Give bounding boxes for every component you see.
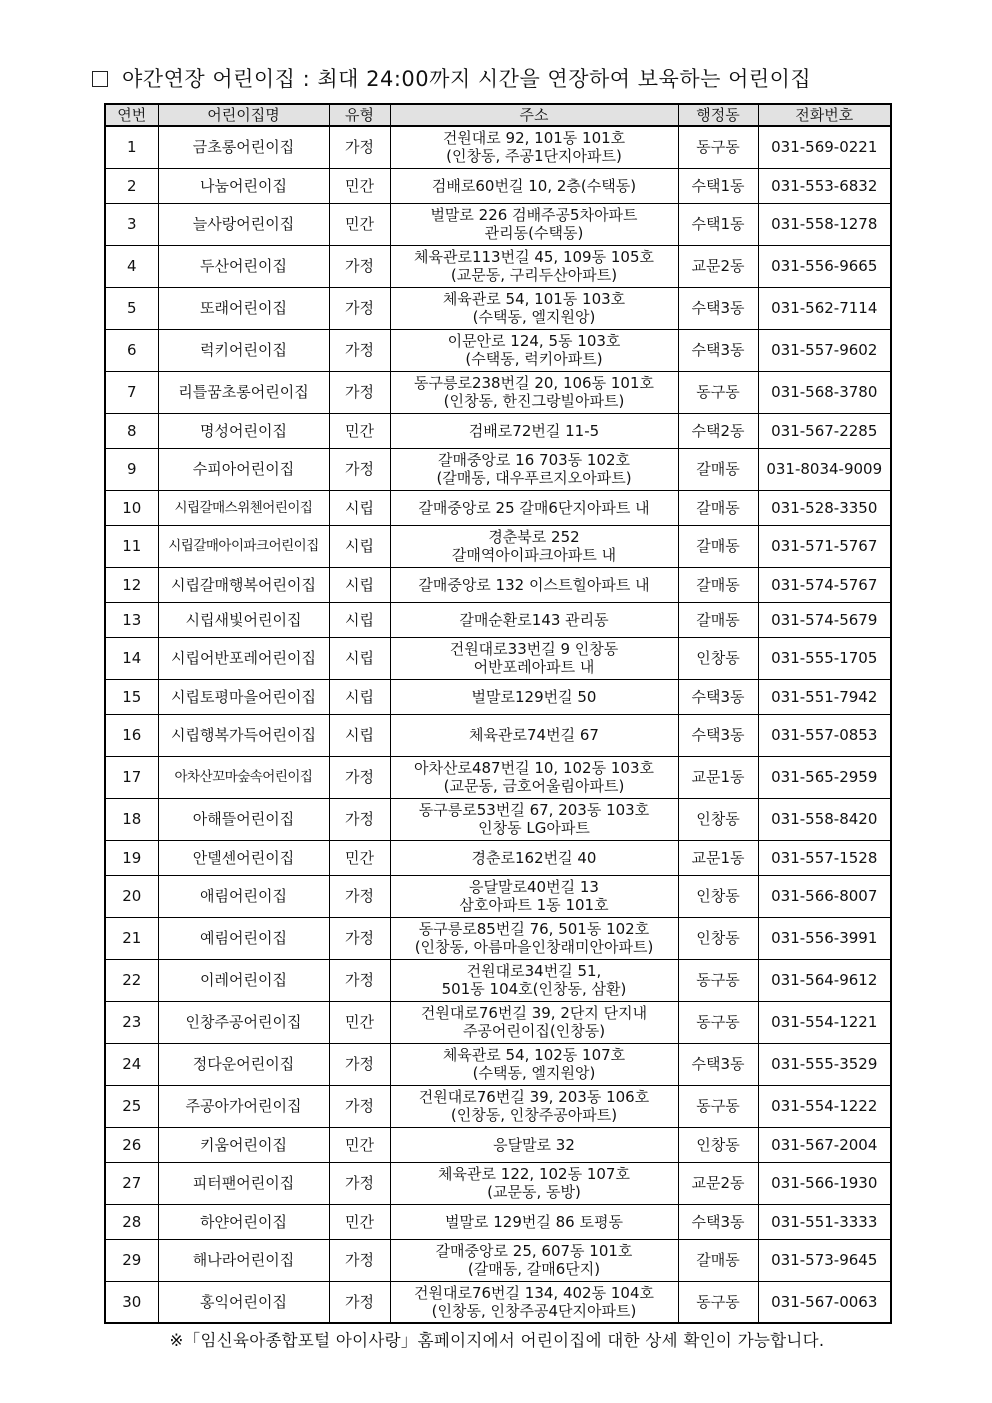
cell-no: 13 (105, 602, 158, 637)
cell-type: 가정 (329, 371, 390, 413)
cell-name: 시립새빛어린이집 (158, 602, 329, 637)
cell-type: 시립 (329, 714, 390, 756)
cell-phone: 031-556-3991 (758, 917, 891, 959)
cell-name: 안델센어린이집 (158, 840, 329, 875)
cell-phone: 031-555-3529 (758, 1043, 891, 1085)
cell-name: 하얀어린이집 (158, 1204, 329, 1239)
cell-type: 가정 (329, 756, 390, 798)
cell-dong: 수택3동 (678, 714, 758, 756)
cell-name: 시립토평마을어린이집 (158, 679, 329, 714)
cell-type: 민간 (329, 1001, 390, 1043)
cell-address (390, 567, 678, 602)
cell-address (390, 714, 678, 756)
header-phone: 전화번호 (758, 104, 891, 126)
cell-type: 민간 (329, 413, 390, 448)
cell-address (390, 126, 678, 168)
table-row (105, 798, 891, 840)
cell-dong: 인창동 (678, 637, 758, 679)
cell-dong: 교문1동 (678, 756, 758, 798)
cell-no: 26 (105, 1127, 158, 1162)
cell-type: 가정 (329, 287, 390, 329)
cell-dong: 갈매동 (678, 525, 758, 567)
cell-no: 30 (105, 1281, 158, 1323)
cell-no: 1 (105, 126, 158, 168)
cell-no: 23 (105, 1001, 158, 1043)
table-header-row (105, 104, 891, 126)
cell-type: 가정 (329, 798, 390, 840)
table-row (105, 1043, 891, 1085)
cell-address (390, 329, 678, 371)
cell-dong: 수택3동 (678, 287, 758, 329)
cell-dong: 갈매동 (678, 1239, 758, 1281)
address-line: (인창동, 인창주공4단지아파트) (431, 1301, 637, 1320)
cell-address (390, 1239, 678, 1281)
address-line: (교문동, 금호어울림아파트) (443, 777, 625, 795)
table-row (105, 245, 891, 287)
cell-address (390, 1162, 678, 1204)
cell-no: 2 (105, 168, 158, 203)
cell-no: 12 (105, 567, 158, 602)
cell-dong: 수택3동 (678, 1204, 758, 1239)
cell-name: 아해뜰어린이집 (158, 798, 329, 840)
table-row (105, 525, 891, 567)
address-line: 주공어린이집(인창동) (462, 1022, 606, 1040)
cell-phone: 031-558-8420 (758, 798, 891, 840)
address-line: 갈매역아이파크아파트 내 (451, 546, 617, 564)
cell-type: 민간 (329, 203, 390, 245)
cell-address (390, 1001, 678, 1043)
cell-phone: 031-573-9645 (758, 1239, 891, 1281)
cell-type: 가정 (329, 1085, 390, 1127)
address-line: 체육관로 54, 101동 103호 (442, 290, 626, 308)
cell-phone: 031-574-5679 (758, 602, 891, 637)
cell-type: 시립 (329, 567, 390, 602)
address-line: 체육관로 54, 102동 107호 (442, 1046, 626, 1064)
cell-dong: 동구동 (678, 126, 758, 168)
cell-name: 나눔어린이집 (158, 168, 329, 203)
table-row (105, 1204, 891, 1239)
cell-name: 시립행복가득어린이집 (158, 714, 329, 756)
cell-phone: 031-557-1528 (758, 840, 891, 875)
cell-dong: 갈매동 (678, 567, 758, 602)
cell-name: 럭키어린이집 (158, 329, 329, 371)
cell-no: 15 (105, 679, 158, 714)
cell-name: 이레어린이집 (158, 959, 329, 1001)
address-line: (수택동, 엘지원앙) (472, 308, 596, 326)
cell-no: 10 (105, 490, 158, 525)
cell-name: 아차산꼬마숲속어린이집 (158, 756, 329, 798)
cell-phone: 031-566-8007 (758, 875, 891, 917)
header-name: 어린이집명 (158, 104, 329, 126)
cell-dong: 인창동 (678, 1127, 758, 1162)
cell-name: 애림어린이집 (158, 875, 329, 917)
cell-dong: 수택3동 (678, 679, 758, 714)
cell-address (390, 490, 678, 525)
address-line: (갈매동, 갈매6단지) (467, 1260, 601, 1278)
table-row (105, 840, 891, 875)
cell-type: 가정 (329, 329, 390, 371)
cell-type: 가정 (329, 1043, 390, 1085)
cell-address (390, 756, 678, 798)
table-row (105, 875, 891, 917)
cell-no: 16 (105, 714, 158, 756)
address-line: 501동 104호(인창동, 삼환) (441, 980, 627, 998)
cell-no: 8 (105, 413, 158, 448)
address-line: 동구릉로85번길 76, 501동 102호 (418, 920, 650, 938)
address-line: 건원대로76번길 39, 203동 106호 (418, 1088, 650, 1106)
cell-phone: 031-562-7114 (758, 287, 891, 329)
table-row (105, 1001, 891, 1043)
cell-name: 시립갈매행복어린이집 (158, 567, 329, 602)
cell-address (390, 679, 678, 714)
cell-no: 4 (105, 245, 158, 287)
table-row (105, 917, 891, 959)
cell-type: 시립 (329, 490, 390, 525)
cell-name: 주공아가어린이집 (158, 1085, 329, 1127)
header-dong: 행정동 (678, 104, 758, 126)
cell-type: 시립 (329, 679, 390, 714)
cell-phone: 031-571-5767 (758, 525, 891, 567)
daycare-table (104, 103, 892, 1324)
cell-name: 인창주공어린이집 (158, 1001, 329, 1043)
address-line: 검배로60번길 10, 2층(수택동) (431, 176, 637, 195)
cell-no: 6 (105, 329, 158, 371)
cell-address (390, 637, 678, 679)
checkbox-square-icon (92, 71, 108, 87)
cell-phone: 031-567-2004 (758, 1127, 891, 1162)
table-row (105, 203, 891, 245)
header-type: 유형 (329, 104, 390, 126)
cell-type: 시립 (329, 602, 390, 637)
header-address: 주소 (390, 104, 678, 126)
cell-dong: 교문1동 (678, 840, 758, 875)
table-row (105, 126, 891, 168)
cell-phone: 031-8034-9009 (758, 448, 891, 490)
cell-address (390, 1281, 678, 1323)
address-line: 응달말로40번길 13 (469, 878, 599, 896)
cell-dong: 수택3동 (678, 329, 758, 371)
cell-type: 가정 (329, 1281, 390, 1323)
address-line: 갈매중앙로 16 703동 102호 (437, 451, 631, 469)
address-line: 벌말로129번길 50 (471, 687, 597, 706)
cell-phone: 031-554-1221 (758, 1001, 891, 1043)
cell-dong: 갈매동 (678, 490, 758, 525)
cell-phone: 031-558-1278 (758, 203, 891, 245)
cell-dong: 갈매동 (678, 602, 758, 637)
cell-dong: 수택2동 (678, 413, 758, 448)
cell-no: 25 (105, 1085, 158, 1127)
cell-phone: 031-554-1222 (758, 1085, 891, 1127)
address-line: 건원대로34번길 51, (466, 962, 602, 980)
cell-no: 27 (105, 1162, 158, 1204)
address-line: 어반포레아파트 내 (473, 658, 595, 676)
cell-name: 리틀꿈초롱어린이집 (158, 371, 329, 413)
address-line: 건원대로76번길 134, 402동 104호 (414, 1283, 654, 1302)
cell-dong: 수택1동 (678, 203, 758, 245)
cell-address (390, 168, 678, 203)
table-row (105, 714, 891, 756)
table-row (105, 413, 891, 448)
cell-type: 민간 (329, 1127, 390, 1162)
table-row (105, 1085, 891, 1127)
cell-phone: 031-568-3780 (758, 371, 891, 413)
cell-no: 7 (105, 371, 158, 413)
address-line: (갈매동, 대우푸르지오아파트) (436, 469, 632, 487)
cell-phone: 031-566-1930 (758, 1162, 891, 1204)
address-line: 체육관로 122, 102동 107호 (438, 1165, 630, 1183)
cell-dong: 수택1동 (678, 168, 758, 203)
table-row (105, 1162, 891, 1204)
cell-name: 두산어린이집 (158, 245, 329, 287)
address-line: 삼호아파트 1동 101호 (459, 896, 609, 914)
cell-type: 민간 (329, 1204, 390, 1239)
table-row (105, 371, 891, 413)
cell-phone: 031-556-9665 (758, 245, 891, 287)
address-line: 경춘북로 252 (488, 528, 580, 546)
cell-name: 또래어린이집 (158, 287, 329, 329)
cell-address (390, 1043, 678, 1085)
address-line: 체육관로74번길 67 (469, 726, 599, 744)
cell-address (390, 1127, 678, 1162)
cell-no: 22 (105, 959, 158, 1001)
cell-name: 키움어린이집 (158, 1127, 329, 1162)
cell-address (390, 371, 678, 413)
cell-no: 19 (105, 840, 158, 875)
address-line: 갈매중앙로 25, 607동 101호 (435, 1242, 633, 1260)
cell-address (390, 959, 678, 1001)
cell-type: 가정 (329, 959, 390, 1001)
table-row (105, 959, 891, 1001)
address-line: 건원대로33번길 9 인창동 (449, 640, 619, 658)
cell-dong: 갈매동 (678, 448, 758, 490)
address-line: 아차산로487번길 10, 102동 103호 (414, 759, 654, 777)
cell-dong: 동구동 (678, 1085, 758, 1127)
address-line: 건원대로 92, 101동 101호 (442, 129, 626, 148)
cell-dong: 인창동 (678, 917, 758, 959)
cell-address (390, 840, 678, 875)
cell-dong: 동구동 (678, 371, 758, 413)
cell-type: 가정 (329, 1162, 390, 1204)
cell-type: 가정 (329, 875, 390, 917)
cell-phone: 031-551-3333 (758, 1204, 891, 1239)
cell-address (390, 917, 678, 959)
cell-phone: 031-553-6832 (758, 168, 891, 203)
cell-no: 5 (105, 287, 158, 329)
cell-name: 피터팬어린이집 (158, 1162, 329, 1204)
cell-phone: 031-567-2285 (758, 413, 891, 448)
cell-phone: 031-564-9612 (758, 959, 891, 1001)
cell-no: 21 (105, 917, 158, 959)
cell-phone: 031-574-5767 (758, 567, 891, 602)
table-row (105, 1281, 891, 1323)
cell-no: 3 (105, 203, 158, 245)
table-row (105, 490, 891, 525)
cell-address (390, 287, 678, 329)
cell-type: 가정 (329, 245, 390, 287)
cell-name: 해나라어린이집 (158, 1239, 329, 1281)
address-line: (교문동, 구리두산아파트) (450, 266, 618, 284)
cell-phone: 031-551-7942 (758, 679, 891, 714)
address-line: 벌말로 129번길 86 토평동 (445, 1212, 623, 1231)
cell-address (390, 245, 678, 287)
cell-dong: 인창동 (678, 798, 758, 840)
cell-dong: 동구동 (678, 1001, 758, 1043)
cell-type: 시립 (329, 525, 390, 567)
cell-name: 시립갈매스위첸어린이집 (158, 490, 329, 525)
cell-type: 가정 (329, 1239, 390, 1281)
cell-type: 가정 (329, 448, 390, 490)
cell-phone: 031-569-0221 (758, 126, 891, 168)
cell-type: 가정 (329, 126, 390, 168)
address-line: (교문동, 동방) (487, 1183, 581, 1201)
address-line: 건원대로76번길 39, 2단지 단지내 (420, 1004, 648, 1022)
cell-no: 9 (105, 448, 158, 490)
address-line: 인창동 LG아파트 (478, 819, 590, 837)
cell-phone: 031-557-9602 (758, 329, 891, 371)
address-line: 이문안로 124, 5동 103호 (447, 332, 621, 350)
cell-address (390, 602, 678, 637)
table-row (105, 756, 891, 798)
cell-no: 29 (105, 1239, 158, 1281)
header-no: 연번 (105, 104, 158, 126)
table-row (105, 567, 891, 602)
table-row (105, 329, 891, 371)
cell-name: 시립갈매아이파크어린이집 (158, 525, 329, 567)
cell-address (390, 448, 678, 490)
cell-no: 20 (105, 875, 158, 917)
cell-name: 정다운어린이집 (158, 1043, 329, 1085)
address-line: 갈매중앙로 25 갈매6단지아파트 내 (418, 498, 650, 517)
cell-address (390, 525, 678, 567)
cell-address (390, 1204, 678, 1239)
address-line: 검배로72번길 11-5 (468, 421, 600, 440)
address-line: 갈매중앙로 132 이스트힐아파트 내 (418, 575, 650, 594)
cell-name: 예림어린이집 (158, 917, 329, 959)
table-row (105, 168, 891, 203)
address-line: (인창동, 한진그랑빌아파트) (443, 392, 625, 410)
cell-address (390, 203, 678, 245)
table-row (105, 602, 891, 637)
table-row (105, 679, 891, 714)
section-title-text: 야간연장 어린이집 : 최대 24:00까지 시간을 연장하여 보육하는 어린이집 (122, 67, 812, 91)
cell-name: 홍익어린이집 (158, 1281, 329, 1323)
cell-phone: 031-557-0853 (758, 714, 891, 756)
cell-no: 14 (105, 637, 158, 679)
cell-name: 시립어반포레어린이집 (158, 637, 329, 679)
address-line: 경춘로162번길 40 (471, 848, 597, 867)
cell-no: 11 (105, 525, 158, 567)
cell-dong: 수택3동 (678, 1043, 758, 1085)
address-line: 동구릉로238번길 20, 106동 101호 (414, 374, 654, 392)
address-line: 갈매순환로143 관리동 (459, 610, 609, 629)
cell-name: 늘사랑어린이집 (158, 203, 329, 245)
cell-no: 17 (105, 756, 158, 798)
address-line: (인창동, 인창주공아파트) (450, 1106, 618, 1124)
address-line: (수택동, 럭키아파트) (465, 350, 603, 368)
cell-no: 24 (105, 1043, 158, 1085)
table-row (105, 448, 891, 490)
cell-phone: 031-567-0063 (758, 1281, 891, 1323)
cell-no: 18 (105, 798, 158, 840)
cell-no: 28 (105, 1204, 158, 1239)
cell-dong: 교문2동 (678, 245, 758, 287)
address-line: (인창동, 주공1단지아파트) (446, 147, 622, 166)
cell-address (390, 875, 678, 917)
cell-address (390, 413, 678, 448)
address-line: 응달말로 32 (493, 1135, 575, 1154)
address-line: (인창동, 아름마을인창래미안아파트) (414, 938, 654, 956)
table-row (105, 1239, 891, 1281)
footnote: ※「임신육아종합포털 아이사랑」홈페이지에서 어린이집에 대한 상세 확인이 가능합니다. (169, 1331, 825, 1350)
cell-name: 수피아어린이집 (158, 448, 329, 490)
table-row (105, 1127, 891, 1162)
table-body (105, 126, 891, 1323)
cell-dong: 교문2동 (678, 1162, 758, 1204)
cell-type: 민간 (329, 168, 390, 203)
table-row (105, 637, 891, 679)
cell-dong: 동구동 (678, 959, 758, 1001)
cell-name: 명성어린이집 (158, 413, 329, 448)
address-line: 벌말로 226 검배주공5차아파트 (430, 206, 638, 224)
table-row (105, 287, 891, 329)
address-line: (수택동, 엘지원앙) (472, 1064, 596, 1082)
address-line: 체육관로113번길 45, 109동 105호 (414, 248, 654, 266)
cell-phone: 031-528-3350 (758, 490, 891, 525)
cell-phone: 031-555-1705 (758, 637, 891, 679)
cell-name: 금초롱어린이집 (158, 126, 329, 168)
address-line: 동구릉로53번길 67, 203동 103호 (418, 801, 650, 819)
cell-dong: 동구동 (678, 1281, 758, 1323)
cell-address (390, 1085, 678, 1127)
address-line: 관리동(수택동) (484, 224, 584, 242)
cell-address (390, 798, 678, 840)
cell-type: 시립 (329, 637, 390, 679)
cell-phone: 031-565-2959 (758, 756, 891, 798)
cell-dong: 인창동 (678, 875, 758, 917)
cell-type: 민간 (329, 840, 390, 875)
section-title (92, 62, 912, 96)
cell-type: 가정 (329, 917, 390, 959)
